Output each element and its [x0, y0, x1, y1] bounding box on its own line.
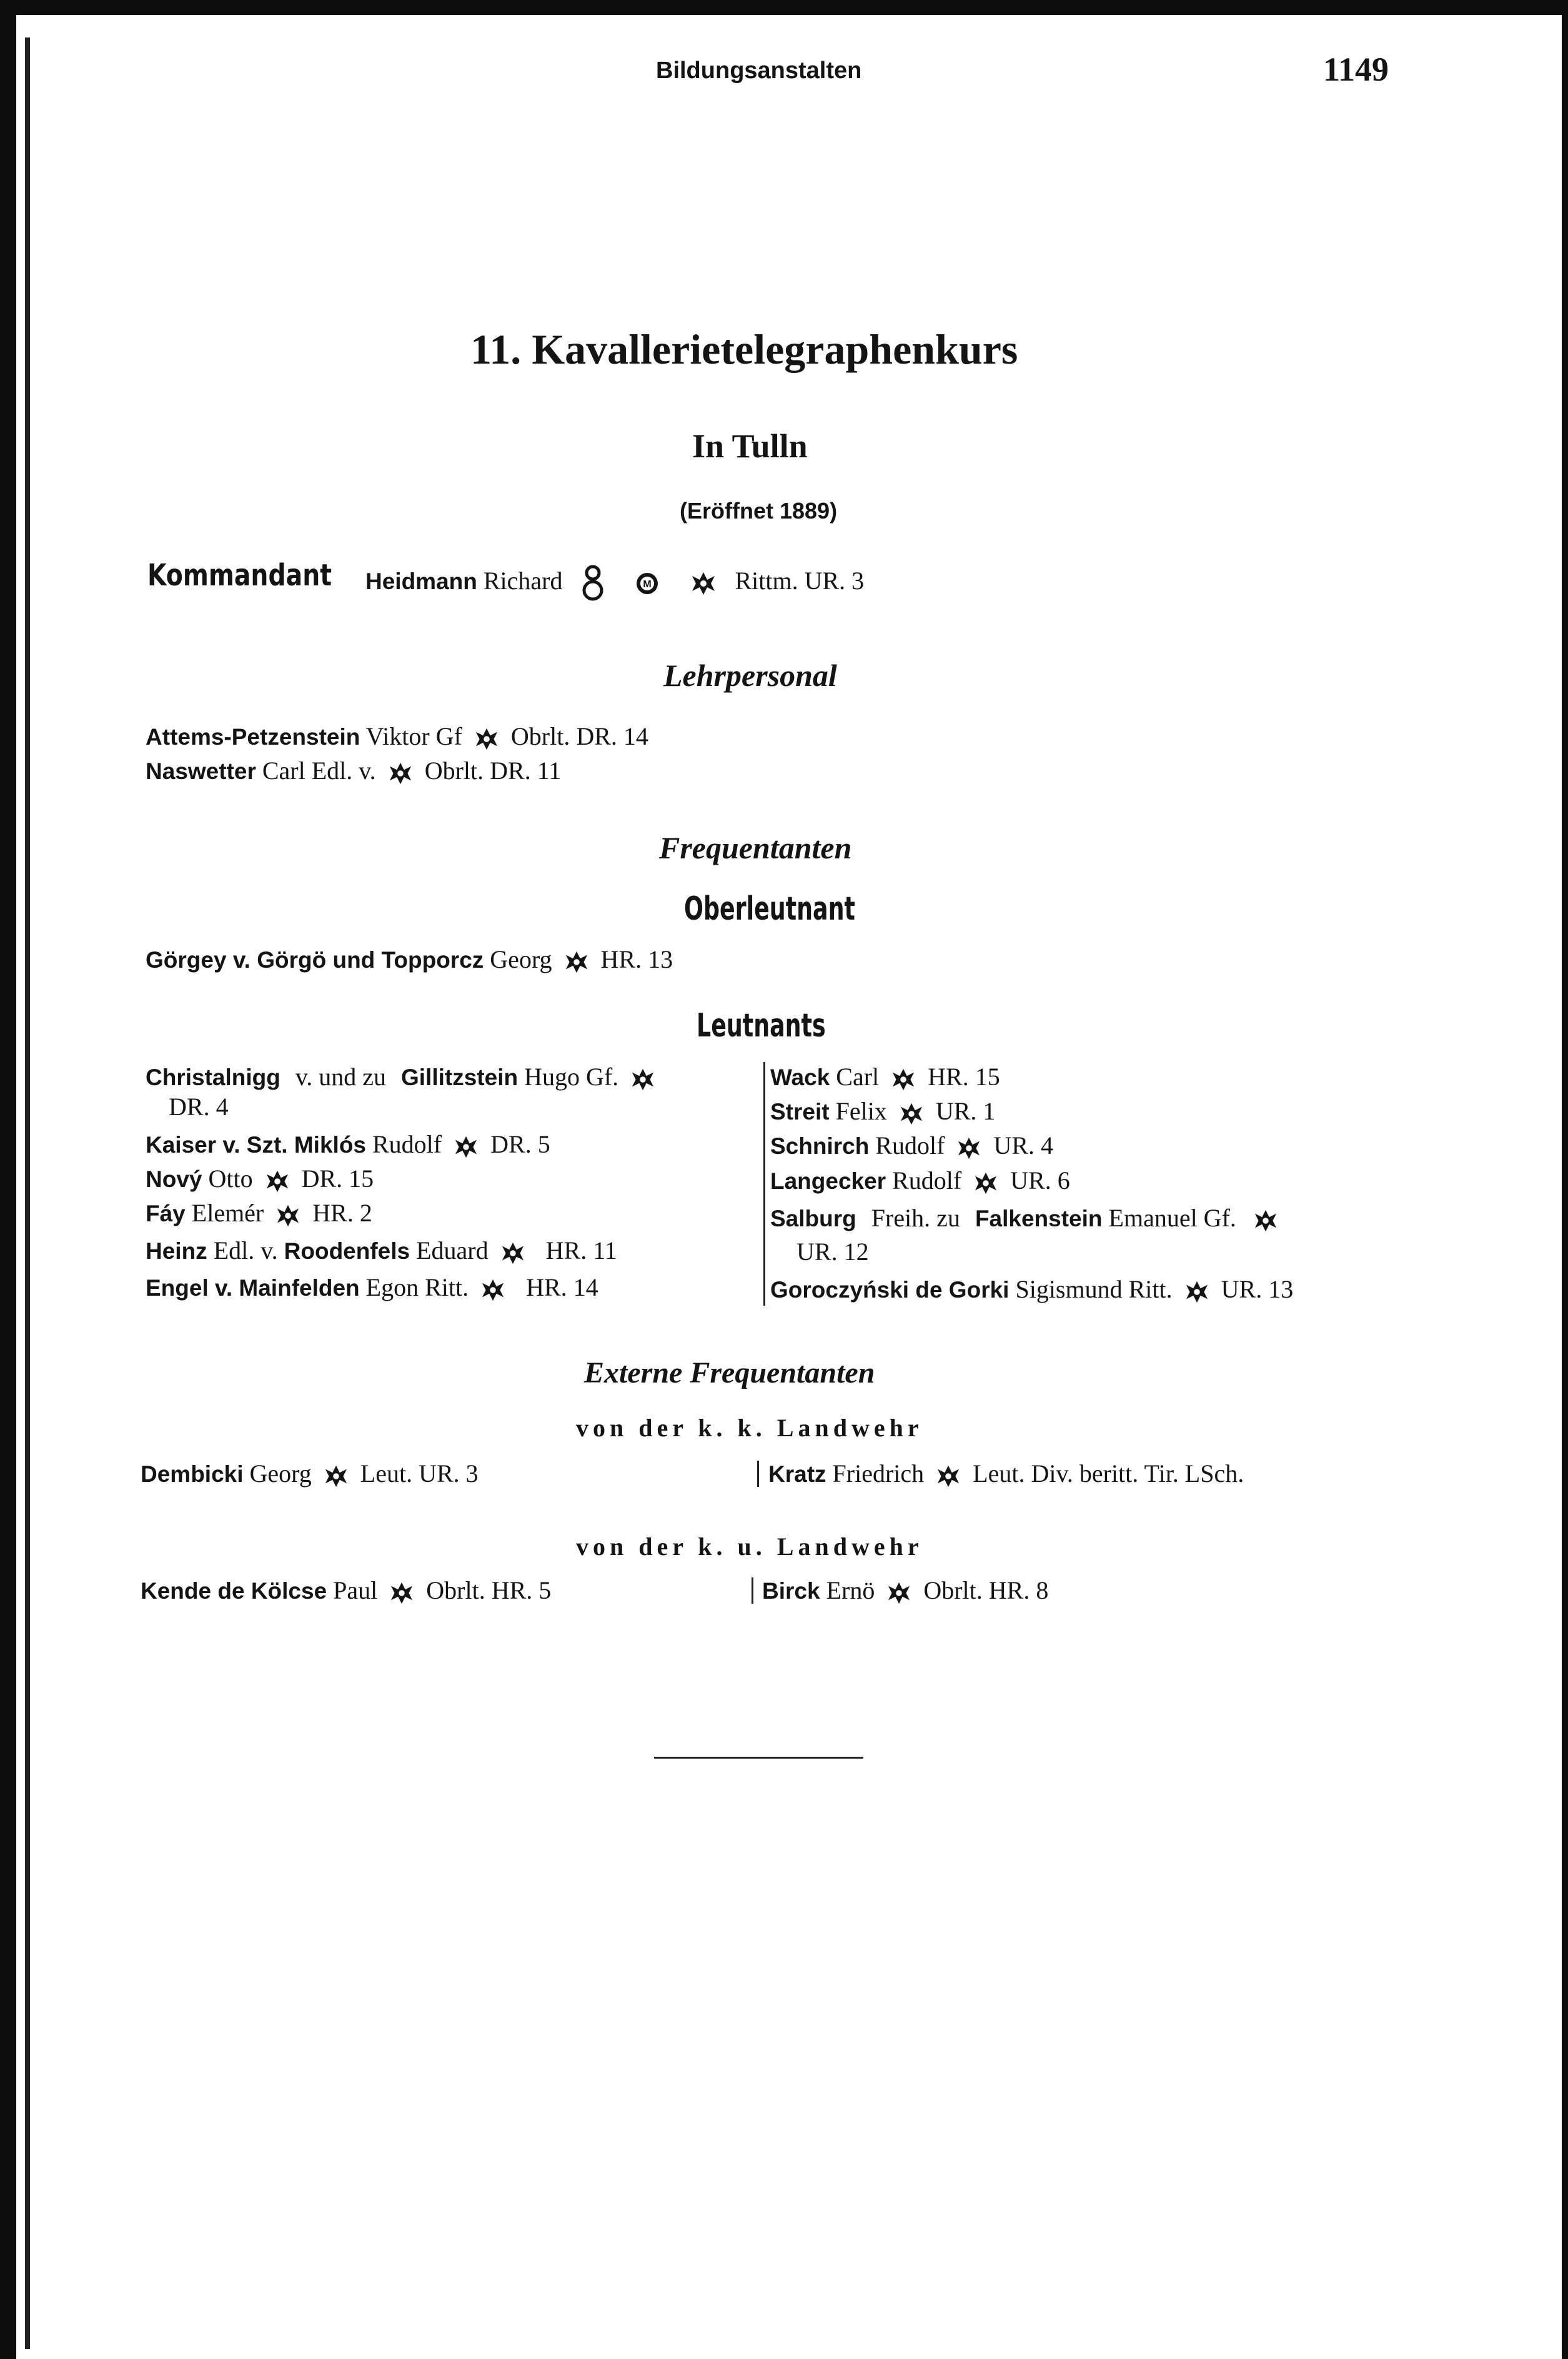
running-header: Bildungsanstalten: [656, 57, 862, 84]
ku-landwehr-heading: von der k. u. Landwehr: [576, 1532, 923, 1561]
lieutenant-entry-continued: DR. 4: [169, 1093, 229, 1121]
commander-label: Kommandant: [147, 558, 332, 593]
maltese-cross-icon: [276, 1204, 300, 1228]
lieutenant-entry: Schnirch Rudolf UR. 4: [770, 1131, 1054, 1160]
lieutenant-entry: Salburg Freih. zu Falkenstein Emanuel Gf.: [770, 1203, 1284, 1233]
section-opened: (Eröffnet 1889): [680, 498, 838, 524]
lieutenant-entry: Kaiser v. Szt. Miklós Rudolf DR. 5: [146, 1130, 550, 1158]
scan-border-top: [0, 0, 1568, 15]
commander-entry: Heidmann Richard M Rittm. UR. 3: [365, 564, 864, 603]
maltese-cross-icon: [481, 1278, 505, 1302]
column-divider: [763, 1062, 765, 1306]
section-end-rule: [654, 1757, 863, 1759]
kk-landwehr-heading: von der k. k. Landwehr: [576, 1414, 923, 1442]
section-title: 11. Kavallerietelegraphenkurs: [470, 325, 1018, 373]
lieutenant-entry: Fáy Elemér HR. 2: [146, 1199, 372, 1227]
lieutenant-entry: Christalnigg v. und zu Gillitzstein Hugo Gf.: [146, 1062, 661, 1091]
medal-m-icon: [635, 571, 660, 596]
maltese-cross-icon: [501, 1241, 525, 1265]
maltese-cross-icon: [887, 1581, 911, 1605]
lieutenant-entry: Streit Felix UR. 1: [770, 1097, 996, 1125]
lieutenant-entry: Heinz Edl. v. Roodenfels Eduard HR. 11: [146, 1236, 617, 1264]
maltese-cross-icon: [565, 950, 588, 974]
maltese-cross-icon: [475, 727, 499, 751]
lieutenants-heading: Leutnants: [697, 1007, 826, 1045]
maltese-cross-icon: [390, 1581, 414, 1605]
maltese-cross-icon: [936, 1464, 960, 1488]
scan-border-line: [25, 37, 30, 2349]
lieutenant-entry-continued: UR. 12: [796, 1238, 869, 1266]
external-entry: Kende de Kölcse Paul Obrlt. HR. 5: [141, 1576, 552, 1604]
page-number: 1149: [1323, 51, 1389, 88]
external-entry: Dembicki Georg Leut. UR. 3: [141, 1459, 479, 1487]
lieutenant-entry: Nový Otto DR. 15: [146, 1165, 374, 1193]
maltese-cross-icon: [974, 1171, 998, 1195]
maltese-cross-icon: [891, 1068, 915, 1091]
maltese-cross-icon: [900, 1102, 923, 1126]
staff-entry: Attems-Petzenstein Viktor Gf Obrlt. DR. 14: [146, 722, 648, 750]
attendees-heading: Frequentanten: [659, 830, 852, 865]
maltese-cross-icon: [1254, 1209, 1278, 1233]
external-heading: Externe Frequentanten: [584, 1356, 875, 1389]
maltese-cross-icon: [389, 762, 412, 785]
maltese-cross-icon: [324, 1464, 348, 1488]
order-knot-icon: [582, 564, 603, 603]
lieutenant-entry: Engel v. Mainfelden Egon Ritt. HR. 14: [146, 1273, 598, 1301]
first-lieutenant-entry: Görgey v. Görgö und Topporcz Georg HR. 13: [146, 945, 673, 973]
column-divider: [757, 1461, 759, 1487]
svg-text:M: M: [643, 579, 652, 590]
scan-border-right: [1562, 0, 1568, 2359]
lieutenant-entry: Langecker Rudolf UR. 6: [770, 1166, 1070, 1194]
teaching-staff-heading: Lehrpersonal: [663, 658, 837, 693]
maltese-cross-icon: [265, 1170, 289, 1193]
maltese-cross-icon: [631, 1068, 655, 1091]
scan-border-left: [0, 0, 16, 2359]
section-place: In Tulln: [692, 427, 808, 465]
maltese-cross-icon: [1185, 1280, 1209, 1304]
external-entry: Birck Ernö Obrlt. HR. 8: [762, 1576, 1049, 1604]
lieutenant-entry: Goroczyński de Gorki Sigismund Ritt. UR. 13: [770, 1275, 1294, 1303]
column-divider: [752, 1577, 753, 1604]
staff-entry: Naswetter Carl Edl. v. Obrlt. DR. 11: [146, 757, 562, 785]
maltese-cross-icon: [454, 1135, 478, 1159]
maltese-cross-icon: [957, 1136, 981, 1160]
external-entry: Kratz Friedrich Leut. Div. beritt. Tir. LSch.: [768, 1459, 1244, 1487]
lieutenant-entry: Wack Carl HR. 15: [770, 1063, 1000, 1091]
first-lieutenant-heading: Oberleutnant: [684, 890, 855, 928]
maltese-cross-icon: [691, 571, 716, 596]
